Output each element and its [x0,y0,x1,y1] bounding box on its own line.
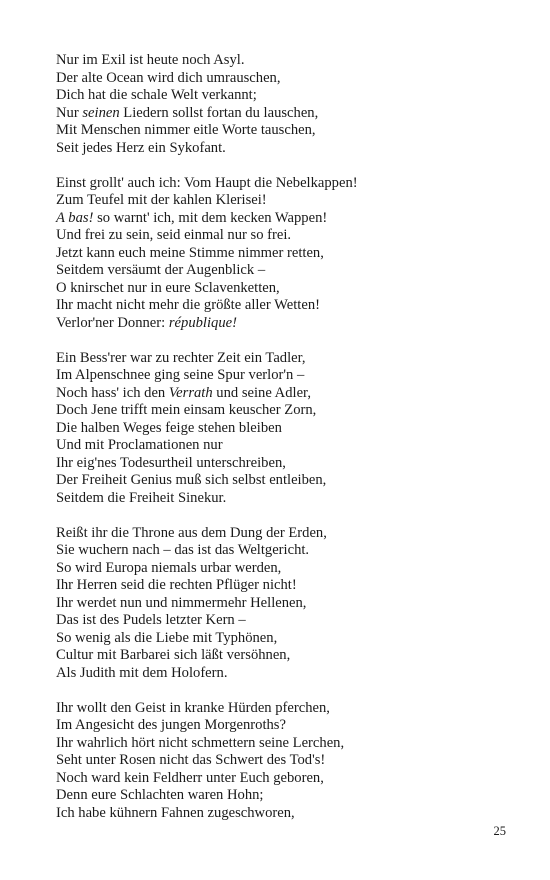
stanza [56,700,526,823]
poem-line [56,525,526,543]
line-text: Das ist des Pudels letzter Kern – [56,612,246,628]
poem-line [56,595,526,613]
poem-line [56,717,526,735]
poem-line [56,52,526,70]
line-text: So wenig als die Liebe mit Typhönen, [56,629,278,646]
line-text: So wird Europa niemals urbar werden, [56,559,282,576]
line-text: Doch Jene trifft mein einsam keuscher Zorn, [56,402,317,418]
line-text: Mit Menschen nimmer eitle Worte tauschen, [56,122,316,138]
poem-line [56,87,526,105]
line-text: Ihr Herren seid die rechten Pflüger nicht! [56,577,297,593]
line-text: Ihr eig'nes Todesurtheil unterschreiben, [56,454,286,471]
poem-line [56,192,526,210]
line-text: O knirschet nur in eure Sclavenketten, [56,279,280,296]
poem-line [56,752,526,770]
poem-line [56,735,526,753]
line-text: Und mit Proclamationen nur [56,437,223,453]
poem-text [56,52,526,840]
poem-line [56,560,526,578]
poem-line [56,665,526,683]
poem-line [56,805,526,823]
poem-line [56,542,526,560]
line-text: Seit jedes Herz ein Sykofant. [56,139,226,156]
line-text: so warnt' ich, mit dem kecken Wappen! [93,209,328,226]
italic-text: A bas! [56,209,94,226]
line-text: Im Alpenschnee ging seine Spur verlor'n – [56,367,305,383]
stanza [56,175,526,333]
line-text: Der alte Ocean wird dich umrauschen, [56,69,281,86]
poem-line [56,245,526,263]
poem-line [56,437,526,455]
line-text: Noch ward kein Feldherr unter Euch geboren, [56,769,324,786]
poem-line [56,472,526,490]
poem-line [56,630,526,648]
poem-line [56,612,526,630]
page-number: 25 [493,824,506,838]
poem-line [56,105,526,123]
line-text: Als Judith mit dem Holofern. [56,664,228,681]
poem-line [56,280,526,298]
stanza [56,525,526,683]
line-text: Nur im Exil ist heute noch Asyl. [56,52,245,68]
poem-line [56,420,526,438]
poem-line [56,787,526,805]
poem-line [56,122,526,140]
poem-line [56,577,526,595]
line-text: Ein Bess'rer war zu rechter Zeit ein Tadler, [56,349,306,366]
stanza [56,52,526,157]
poem-line [56,490,526,508]
line-text: Cultur mit Barbarei sich läßt versöhnen, [56,647,291,663]
line-text: Ihr wollt den Geist in kranke Hürden pferchen, [56,699,330,716]
poem-line [56,402,526,420]
line-text: Dich hat die schale Welt verkannt; [56,87,257,103]
poem-line [56,700,526,718]
line-text: Reißt ihr die Throne aus dem Dung der Erden, [56,524,327,541]
line-text: und seine Adler, [212,384,311,401]
italic-text: Verrath [168,384,213,401]
poem-line [56,455,526,473]
line-text: Verlor'ner Donner: [56,314,169,331]
line-text: Seitdem die Freiheit Sinekur. [56,489,227,506]
line-text: Nur [56,104,83,121]
line-text: Denn eure Schlachten waren Hohn; [56,787,264,803]
line-text: Sie wuchern nach – das ist das Weltgericht. [56,542,310,558]
poem-line [56,140,526,158]
italic-text: seinen [82,104,120,121]
line-text: Liedern sollst fortan du lauschen, [119,104,319,121]
poem-line [56,647,526,665]
poem-line [56,367,526,385]
poem-line [56,297,526,315]
line-text: Jetzt kann euch meine Stimme nimmer retten, [56,244,324,261]
poem-line [56,770,526,788]
line-text: Der Freiheit Genius muß sich selbst entleiben, [56,472,327,488]
poem-line [56,262,526,280]
line-text: Ihr wahrlich hört nicht schmettern seine Lerchen, [56,734,345,751]
line-text: Seht unter Rosen nicht das Schwert des Tod's! [56,752,326,768]
line-text: Im Angesicht des jungen Morgenroths? [56,717,286,733]
poem-line [56,315,526,333]
stanza [56,350,526,508]
line-text: Einst grollt' auch ich: Vom Haupt die Nebelkappen! [56,174,358,191]
poem-line [56,175,526,193]
poem-line [56,227,526,245]
line-text: Zum Teufel mit der kahlen Klerisei! [56,192,267,208]
line-text: Ich habe kühnern Fahnen zugeschworen, [56,804,295,821]
line-text: Die halben Weges feige stehen bleiben [56,419,282,436]
poem-line [56,210,526,228]
line-text: Ihr werdet nun und nimmermehr Hellenen, [56,594,307,611]
line-text: Und frei zu sein, seid einmal nur so frei. [56,227,292,243]
line-text: Ihr macht nicht mehr die größte aller Wetten! [56,297,320,313]
poem-line [56,385,526,403]
italic-text: république! [168,314,237,331]
poem-line [56,70,526,88]
poem-line [56,350,526,368]
line-text: Seitdem versäumt der Augenblick – [56,262,266,278]
line-text: Noch hass' ich den [56,384,169,401]
